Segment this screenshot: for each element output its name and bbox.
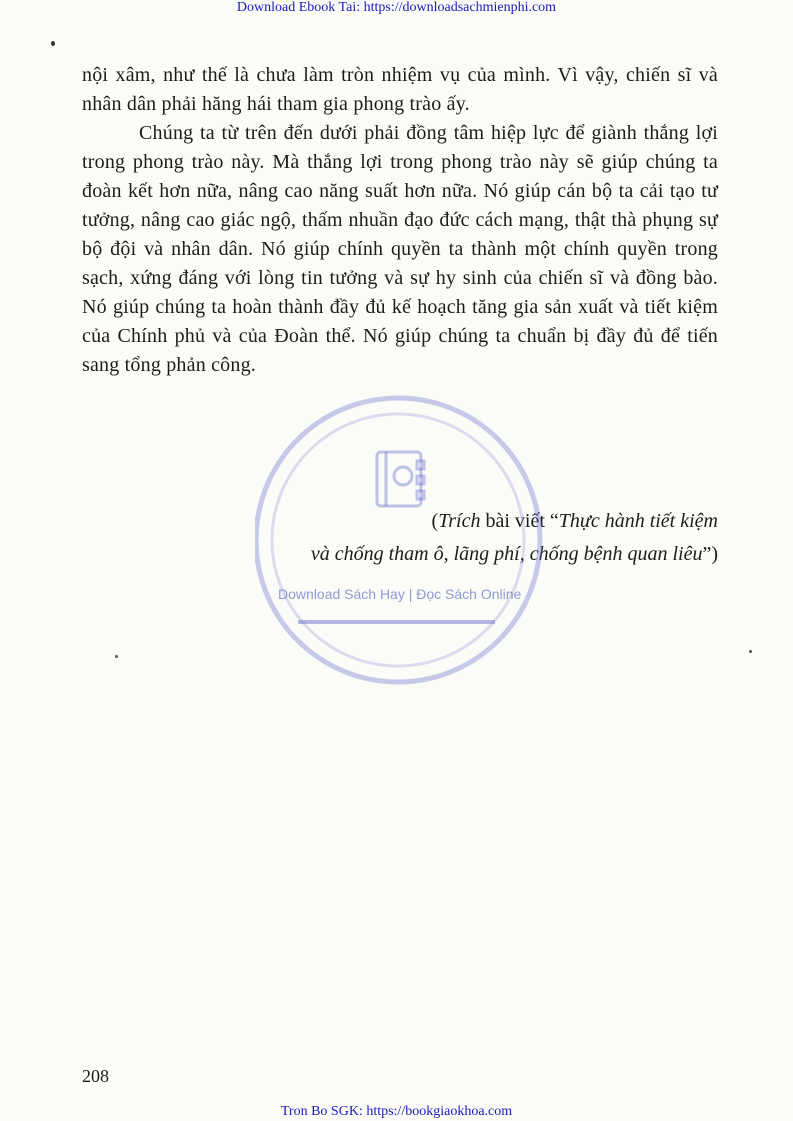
citation-title-2: và chống tham ô, lãng phí, chống bệnh quan liêu <box>310 543 703 565</box>
citation-bai-viet: bài viết “ <box>480 510 559 532</box>
citation-trich: Trích <box>438 510 481 532</box>
page-number: 208 <box>82 1066 109 1086</box>
citation-open-paren: ( <box>431 510 439 532</box>
download-ebook-banner[interactable]: Download Ebook Tai: https://downloadsachmienphi.com <box>236 0 557 15</box>
citation-title-1: Thực hành tiết kiệm <box>558 510 718 532</box>
book-icon <box>377 452 424 506</box>
scan-speck <box>115 655 118 658</box>
paragraph-2: Chúng ta từ trên đến dưới phải đồng tâm hiệp lực để giành thắng lợi trong phong trào này. Mà thắng lợi trong phong trào này sẽ giúp chúng ta đoàn kết hơn nữa, nâng cao năng suất hơn nữa. Nó giúp cán bộ ta cải tạo tư tưởng, nâng cao giác ngộ, thấm nhuần đạo đức cách mạng, thật thà phụng sự bộ đội và nhân dân. Nó giúp chính quyền ta thành một chính quyền trong sạch, xứng đáng với lòng tin tưởng và sự hy sinh của chiến sĩ và đồng bào. Nó giúp chúng ta hoàn thành đầy đủ kế hoạch tăng gia sản xuất và tiết kiệm của Chính phủ và của Đoàn thể. Nó giúp chúng ta chuẩn bị đầy đủ để tiến sang tổng phản công. <box>82 122 718 376</box>
scan-dot-mark <box>51 41 55 46</box>
scan-speck <box>749 650 752 653</box>
paragraph-1: nội xâm, như thế là chưa làm tròn nhiệm vụ của mình. Vì vậy, chiến sĩ và nhân dân phải hăng hái tham gia phong trào ấy. <box>82 64 718 115</box>
sgk-banner[interactable]: Tron Bo SGK: https://bookgiaokhoa.com <box>280 1104 513 1119</box>
citation <box>150 505 718 571</box>
body-text <box>82 61 718 380</box>
citation-close: ”) <box>702 543 718 565</box>
watermark-bar <box>298 620 495 624</box>
watermark-text: Download Sách Hay | Đọc Sách Online <box>278 586 522 602</box>
